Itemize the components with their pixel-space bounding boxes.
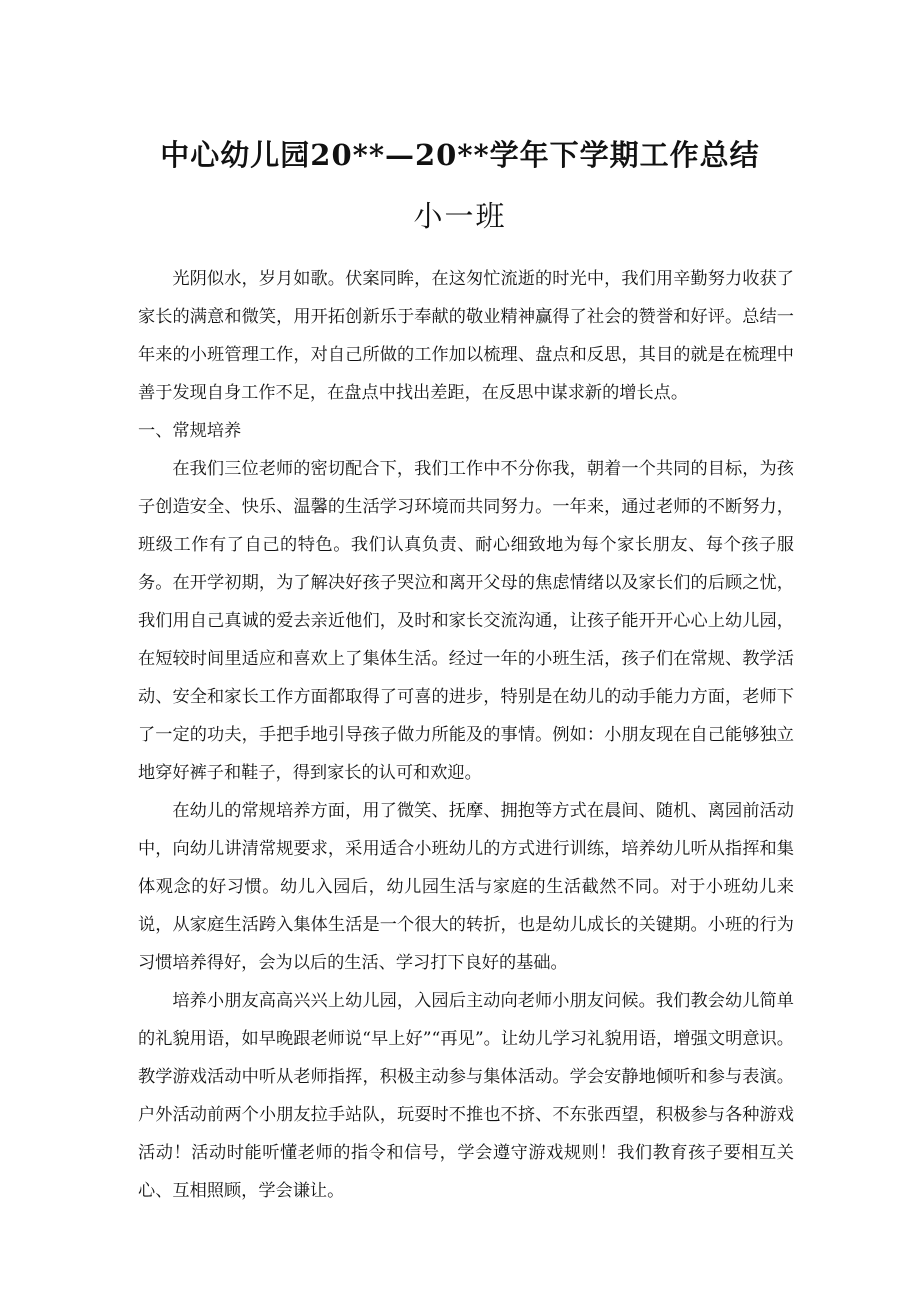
document-body (138, 260, 794, 1210)
paragraph-routine-3: 培养小朋友高高兴兴上幼儿园，入园后主动向老师小朋友问候。我们教会幼儿简单的礼貌用语，如早晚跟老师说“早上好”“再见”。让幼儿学习礼貌用语，增强文明意识。教学游戏活动中听从老师指挥，积极主动参与集体活动。学会安静地倾听和参与表演。户外活动前两个小朋友拉手站队，玩耍时不推也不挤、不东张西望，积极参与各种游戏活动！活动时能听懂老师的指令和信号，学会遵守游戏规则！我们教育孩子要相互关心、互相照顾，学会谦让。 (138, 991, 794, 1201)
paragraph-intro: 光阴似水，岁月如歌。伏案同眸，在这匆忙流逝的时光中，我们用辛勤努力收获了家长的满意和微笑，用开拓创新乐于奉献的敬业精神赢得了社会的赞誉和好评。总结一年来的小班管理工作，对自己所做的工作加以梳理、盘点和反思，其目的就是在梳理中善于发现自身工作不足，在盘点中找出差距，在反思中谋求新的增长点。 (138, 269, 794, 403)
document-title: 中心幼儿园20**—20**学年下学期工作总结 (160, 138, 760, 173)
section-heading-routine: 一、常规培养 (138, 421, 242, 441)
document-subtitle: 小一班 (413, 199, 507, 233)
paragraph-routine-1: 在我们三位老师的密切配合下，我们工作中不分你我，朝着一个共同的目标，为孩子创造安全、快乐、温馨的生活学习环境而共同努力。一年来，通过老师的不断努力，班级工作有了自己的特色。我们认真负责、耐心细致地为每个家长朋友、每个孩子服务。在开学初期，为了解决好孩子哭泣和离开父母的焦虑情绪以及家长们的后顾之忧，我们用自己真诚的爱去亲近他们，及时和家长交流沟通，让孩子能开开心心上幼儿园，在短较时间里适应和喜欢上了集体生活。经过一年的小班生活，孩子们在常规、教学活动、安全和家长工作方面都取得了可喜的进步，特别是在幼儿的动手能力方面，老师下了一定的功夫，手把手地引导孩子做力所能及的事情。例如：小朋友现在自己能够独立地穿好裤子和鞋子，得到家长的认可和欢迎。 (138, 459, 794, 783)
paragraph-routine-2: 在幼儿的常规培养方面，用了微笑、抚摩、拥抱等方式在晨间、随机、离园前活动中，向幼儿讲清常规要求，采用适合小班幼儿的方式进行训练，培养幼儿听从指挥和集体观念的好习惯。幼儿入园后，幼儿园生活与家庭的生活截然不同。对于小班幼儿来说，从家庭生活跨入集体生活是一个很大的转折，也是幼儿成长的关键期。小班的行为习惯培养得好，会为以后的生活、学习打下良好的基础。 (138, 801, 794, 973)
